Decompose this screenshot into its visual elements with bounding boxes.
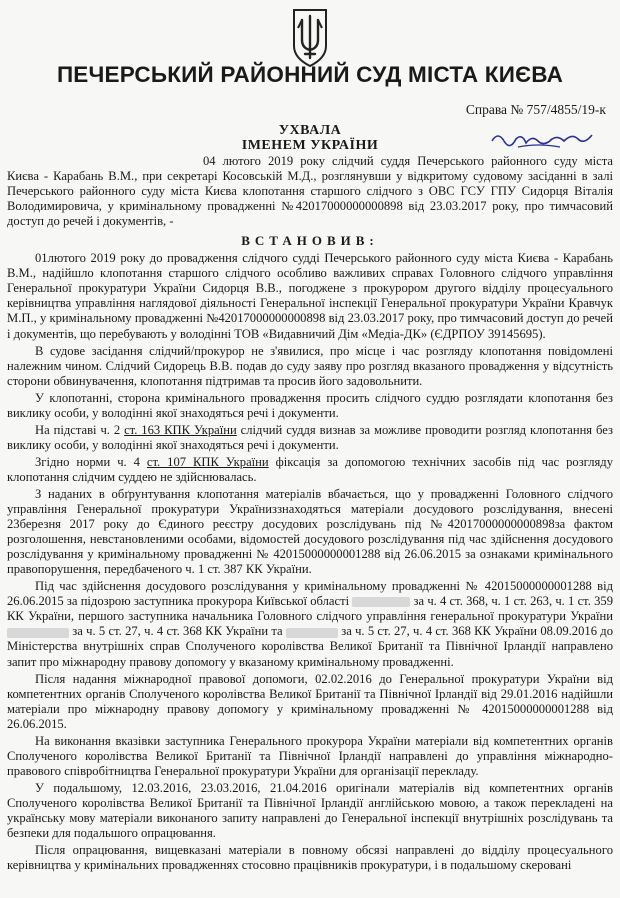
paragraph-text: за ч. 5 ст. 27, ч. 4 ст. 368 КК України та xyxy=(69,624,286,639)
law-reference-link[interactable]: ст. 107 КПК України xyxy=(146,454,269,469)
paragraph: В судове засідання слідчий/прокурор не з'явилися, про місце і час розгляду клопотання повідомлені належним чином. Слідчий Сидорець В.В. подав до суду заяву про розгляд вказаного провадження у відсутність сторони обвинувачення, клопотання підтримав та просив його задовольнити. xyxy=(7,343,613,388)
case-number: Справа № 757/4855/19-к xyxy=(465,102,606,117)
law-reference-link[interactable]: ст. 163 КПК України xyxy=(124,422,237,437)
paragraph: На виконання вказівки заступника Генерального прокурора України матеріали від компетентних органів Сполученого королівства Великої Британії та Північної Ірландії направлені до управління міжнародно-правового співробітництва Генеральної прокуратури України для організації перекладу. xyxy=(7,733,613,778)
paragraph: У подальшому, 12.03.2016, 23.03.2016, 21.04.2016 оригінали матеріалів від компетентних органів Сполученого королівства Великої Британії та Північної Ірландії англійською мовою, а також перекладені на українську мову матеріали виконаного запиту направлені до Генеральної інспекції внутрішніх розслідувань та безпеки для подальшого опрацювання. xyxy=(7,780,613,841)
paragraph-text: за ч. 5 ст. 27, ч. 4 ст. 368 КК України 08.09.2016 до Міністерства внутрішніх справ Сполученого королівства Великої Британії та Північної Ірландії направлено запит про міжнародну правову допомогу у вказаному кримінальному провадженні. xyxy=(7,624,613,669)
paragraph: 01лютого 2019 року до провадження слідчого судді Печерського районного суду міста Києва - Карабань В.М., надійшло клопотання старшого слідчого особливо важливих справах Головного слідчого управління Генеральної прокуратури України Сидорця В.В., погоджене з прокурором другого відділу процесуального керівництва управління наглядової діяльності Генеральної інспекції Генеральної прокуратури України Кравчук М.П., у кримінальному провадженні №42017000000000898 від 23.03.2017 року, про тимчасовий доступ до речей і документів, що перебувають у володінні ТОВ «Видавничий Дім «Медіа-ДК» (ЄДРПОУ 39145695). xyxy=(7,251,613,341)
paragraph-text: фіксація за допомогою технічних засобів під час розгляду клопотання слідчим суддею не здійснювалась. xyxy=(7,454,613,484)
paragraph-text: Під час здійснення досудового розслідування у кримінальному провадженні № 42015000000001288 від 26.06.2015 за підозрою заступника прокурора Київської області xyxy=(7,579,613,609)
ruling-body xyxy=(7,154,613,875)
paragraph xyxy=(7,423,613,453)
section-heading: ВСТАНОВИВ: xyxy=(241,233,379,249)
paragraph: З наданих в обґрунтування клопотання матеріалів вбачається, що у провадженні Головного слідчого управління Генеральної прокуратури Україниззнаходяться матеріали досудового розслідування, внесені 23березня 2017 року до Єдиного реєстру досудових розслідувань під №42017000000000898за фактом розголошення, невстановленими особами, відомостей досудового розслідування під час здійснення досудового розслідування у кримінальному провадженні № 42015000000001288 від 26.06.2015 за ознаками кримінального правопорушення, передбаченого ч. 1 ст. 387 КК України. xyxy=(7,486,613,577)
paragraph xyxy=(7,579,613,669)
paragraph xyxy=(7,455,613,485)
redacted-name xyxy=(286,628,338,638)
intro-paragraph: 04 лютого 2019 року слідчий суддя Печерського районного суду міста Києва - Карабань В.М., при секретарі Косовській М.Д., розглянувши у відкритому судовому засіданні в залі Печерського районного суду міста Києва клопотання старшого слідчого з ОВС ГСУ ГПУ Сидорця Віталія Володимировича, у кримінальному провадженні №42017000000000898 від 23.03.2017 року, про тимчасовий доступ до речей і документів, - xyxy=(7,154,613,229)
paragraph: Після надання міжнародної правової допомоги, 02.02.2016 до Генеральної прокуратури України від компетентних органів Сполученого королівства Великої Британії та Північної Ірландії від 29.01.2016 надійшли матеріали про міжнародну правову допомогу у кримінальному провадженні № 42015000000001288 від 26.06.2015. xyxy=(7,671,613,731)
redacted-name xyxy=(7,628,69,638)
paragraph-text: слідчий суддя визнав за можливе проводити розгляд клопотання без виклику особи, у володінні якої знаходяться речі і документи. xyxy=(7,422,613,452)
paragraph-text: На підставі ч. 2 xyxy=(35,422,125,437)
paragraph-text: Згідно норми ч. 4 xyxy=(35,454,147,469)
document-title: УХВАЛА xyxy=(278,123,342,138)
court-name: ПЕЧЕРСЬКИЙ РАЙОННИЙ СУД МІСТА КИЄВА xyxy=(56,62,564,87)
paragraph-text: за ч. 4 ст. 368, ч. 1 ст. 263, ч. 1 ст. 359 КК України, першого заступника начальника Головного слідчого управління генеральної прокуратури України xyxy=(7,594,613,624)
paragraph: У клопотанні, сторона кримінального провадження просить слідчого суддю розглядати клопотання без виклику особи, у володінні якої знаходяться речі і документи. xyxy=(7,390,613,420)
redacted-name xyxy=(352,597,410,607)
document-subtitle: ІМЕНЕМ УКРАЇНИ xyxy=(241,138,379,153)
paragraph: Після опрацювання, вищевказані матеріали в повному обсязі направлені до відділу процесуального керівництва у кримінальних провадженнях стосовно працівників прокуратури, і в подальшому скеровані xyxy=(7,843,613,873)
trident-emblem-icon xyxy=(290,6,330,68)
